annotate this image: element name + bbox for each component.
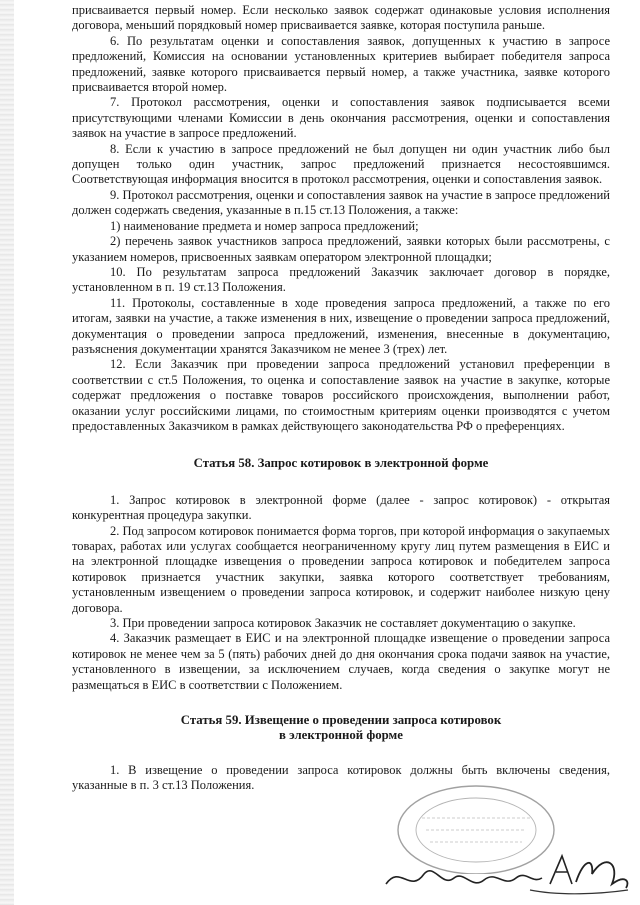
paragraph-9: 9. Протокол рассмотрения, оценки и сопоставления заявок на участие в запросе предложений должен содержать сведения, указанные в п.15 ст.13 Положения, а также: [72,187,610,218]
article-59-heading-line-2: в электронной форме [279,728,403,743]
article-59-heading [72,713,610,744]
article-58-paragraph-2: 2. Под запросом котировок понимается форма торгов, при которой информация о закупаемых товарах, работах или услугах сообщается неограниченному кругу лиц путем размещения в ЕИС и на электронной площадке извещения о проведении запроса котировок и победителем запроса котировок признается участник закупки, заявка которого соответствует требованиям, установленным извещением о проведении запроса котировок, и содержит наиболее низкую цену договора. [72,523,610,615]
paragraph-9-item-1: 1) наименование предмета и номер запроса предложений; [110,218,419,233]
scan-edge [0,0,14,905]
paragraph-10: 10. По результатам запроса предложений Заказчик заключает договор в порядке, установленном в п. 19 ст.13 Положения. [72,264,610,295]
document-body [72,3,610,794]
article-58-paragraph-3: 3. При проведении запроса котировок Заказчик не составляет документацию о закупке. [110,616,576,631]
article-58-paragraph-4: 4. Заказчик размещает в ЕИС и на электронной площадке извещение о проведении запроса котировок не менее чем за 5 (пять) рабочих дней до дня окончания срока подачи заявок на участие, установленного в извещении, за исключением случаев, когда сведения о закупке могут не размещаться в ЕИС в соответствии с Положением. [72,631,610,692]
article-58-paragraph-1: 1. Запрос котировок в электронной форме (далее - запрос котировок) - открытая конкурентная процедура закупки. [72,492,610,523]
paragraph-8: 8. Если к участию в запросе предложений не был допущен ни один участник либо был допущен только один участник, запрос предложений признается несостоявшимся. Соответствующая информация вносится в протокол рассмотрения, оценки и сопоставления заявок. [72,141,610,187]
handwritten-signature [380,844,630,904]
paragraph-12: 12. Если Заказчик при проведении запроса предложений установил преференции в соответствии с ст.5 Положения, то оценка и сопоставление заявок на участие в закупке, которые содержат предложения о поставке товаров российского происхождения, выполнении работ, оказании услуг российскими лицами, по стоимостным критериям оценки производятся с учетом предоставленных Заказчиком в рамках действующего законодательства РФ о преференциях. [72,357,610,433]
paragraph-continuation: присваивается первый номер. Если несколько заявок содержат одинаковые условия исполнения договора, меньший порядковый номер присваивается заявке, которая поступила раньше. [72,3,610,33]
article-59-heading-line-1: Статья 59. Извещение о проведении запроса котировок [180,713,502,728]
article-59-paragraph-1: 1. В извещение о проведении запроса котировок должны быть включены сведения, указанные в п. 3 ст.13 Положения. [72,762,610,793]
paragraph-6: 6. По результатам оценки и сопоставления заявок, допущенных к участию в запросе предложений, Комиссия на основании установленных критериев выбирает победителя запроса предложений, заявке которого присваивается первый номер, а также участника, заявке которого присваивается второй номер. [72,33,610,95]
paragraph-11: 11. Протоколы, составленные в ходе проведения запроса предложений, а также по его итогам, заявки на участие, а также изменения в них, извещение о проведении запроса предложений, документация о проведении запроса предложений, изменения, внесенные в документацию, разъяснения документации хранятся Заказчиком не менее 3 (трех) лет. [72,295,610,356]
paragraph-7: 7. Протокол рассмотрения, оценки и сопоставления заявок подписывается всеми присутствующими членами Комиссии в день окончания рассмотрения, оценки и сопоставления заявок на участие в запросе предложений. [72,95,610,141]
article-58-heading: Статья 58. Запрос котировок в электронной форме [193,456,489,471]
paragraph-9-item-2: 2) перечень заявок участников запроса предложений, заявки которых были рассмотрены, с указанием номеров, присвоенных заявкам оператором электронной площадки; [72,234,610,264]
